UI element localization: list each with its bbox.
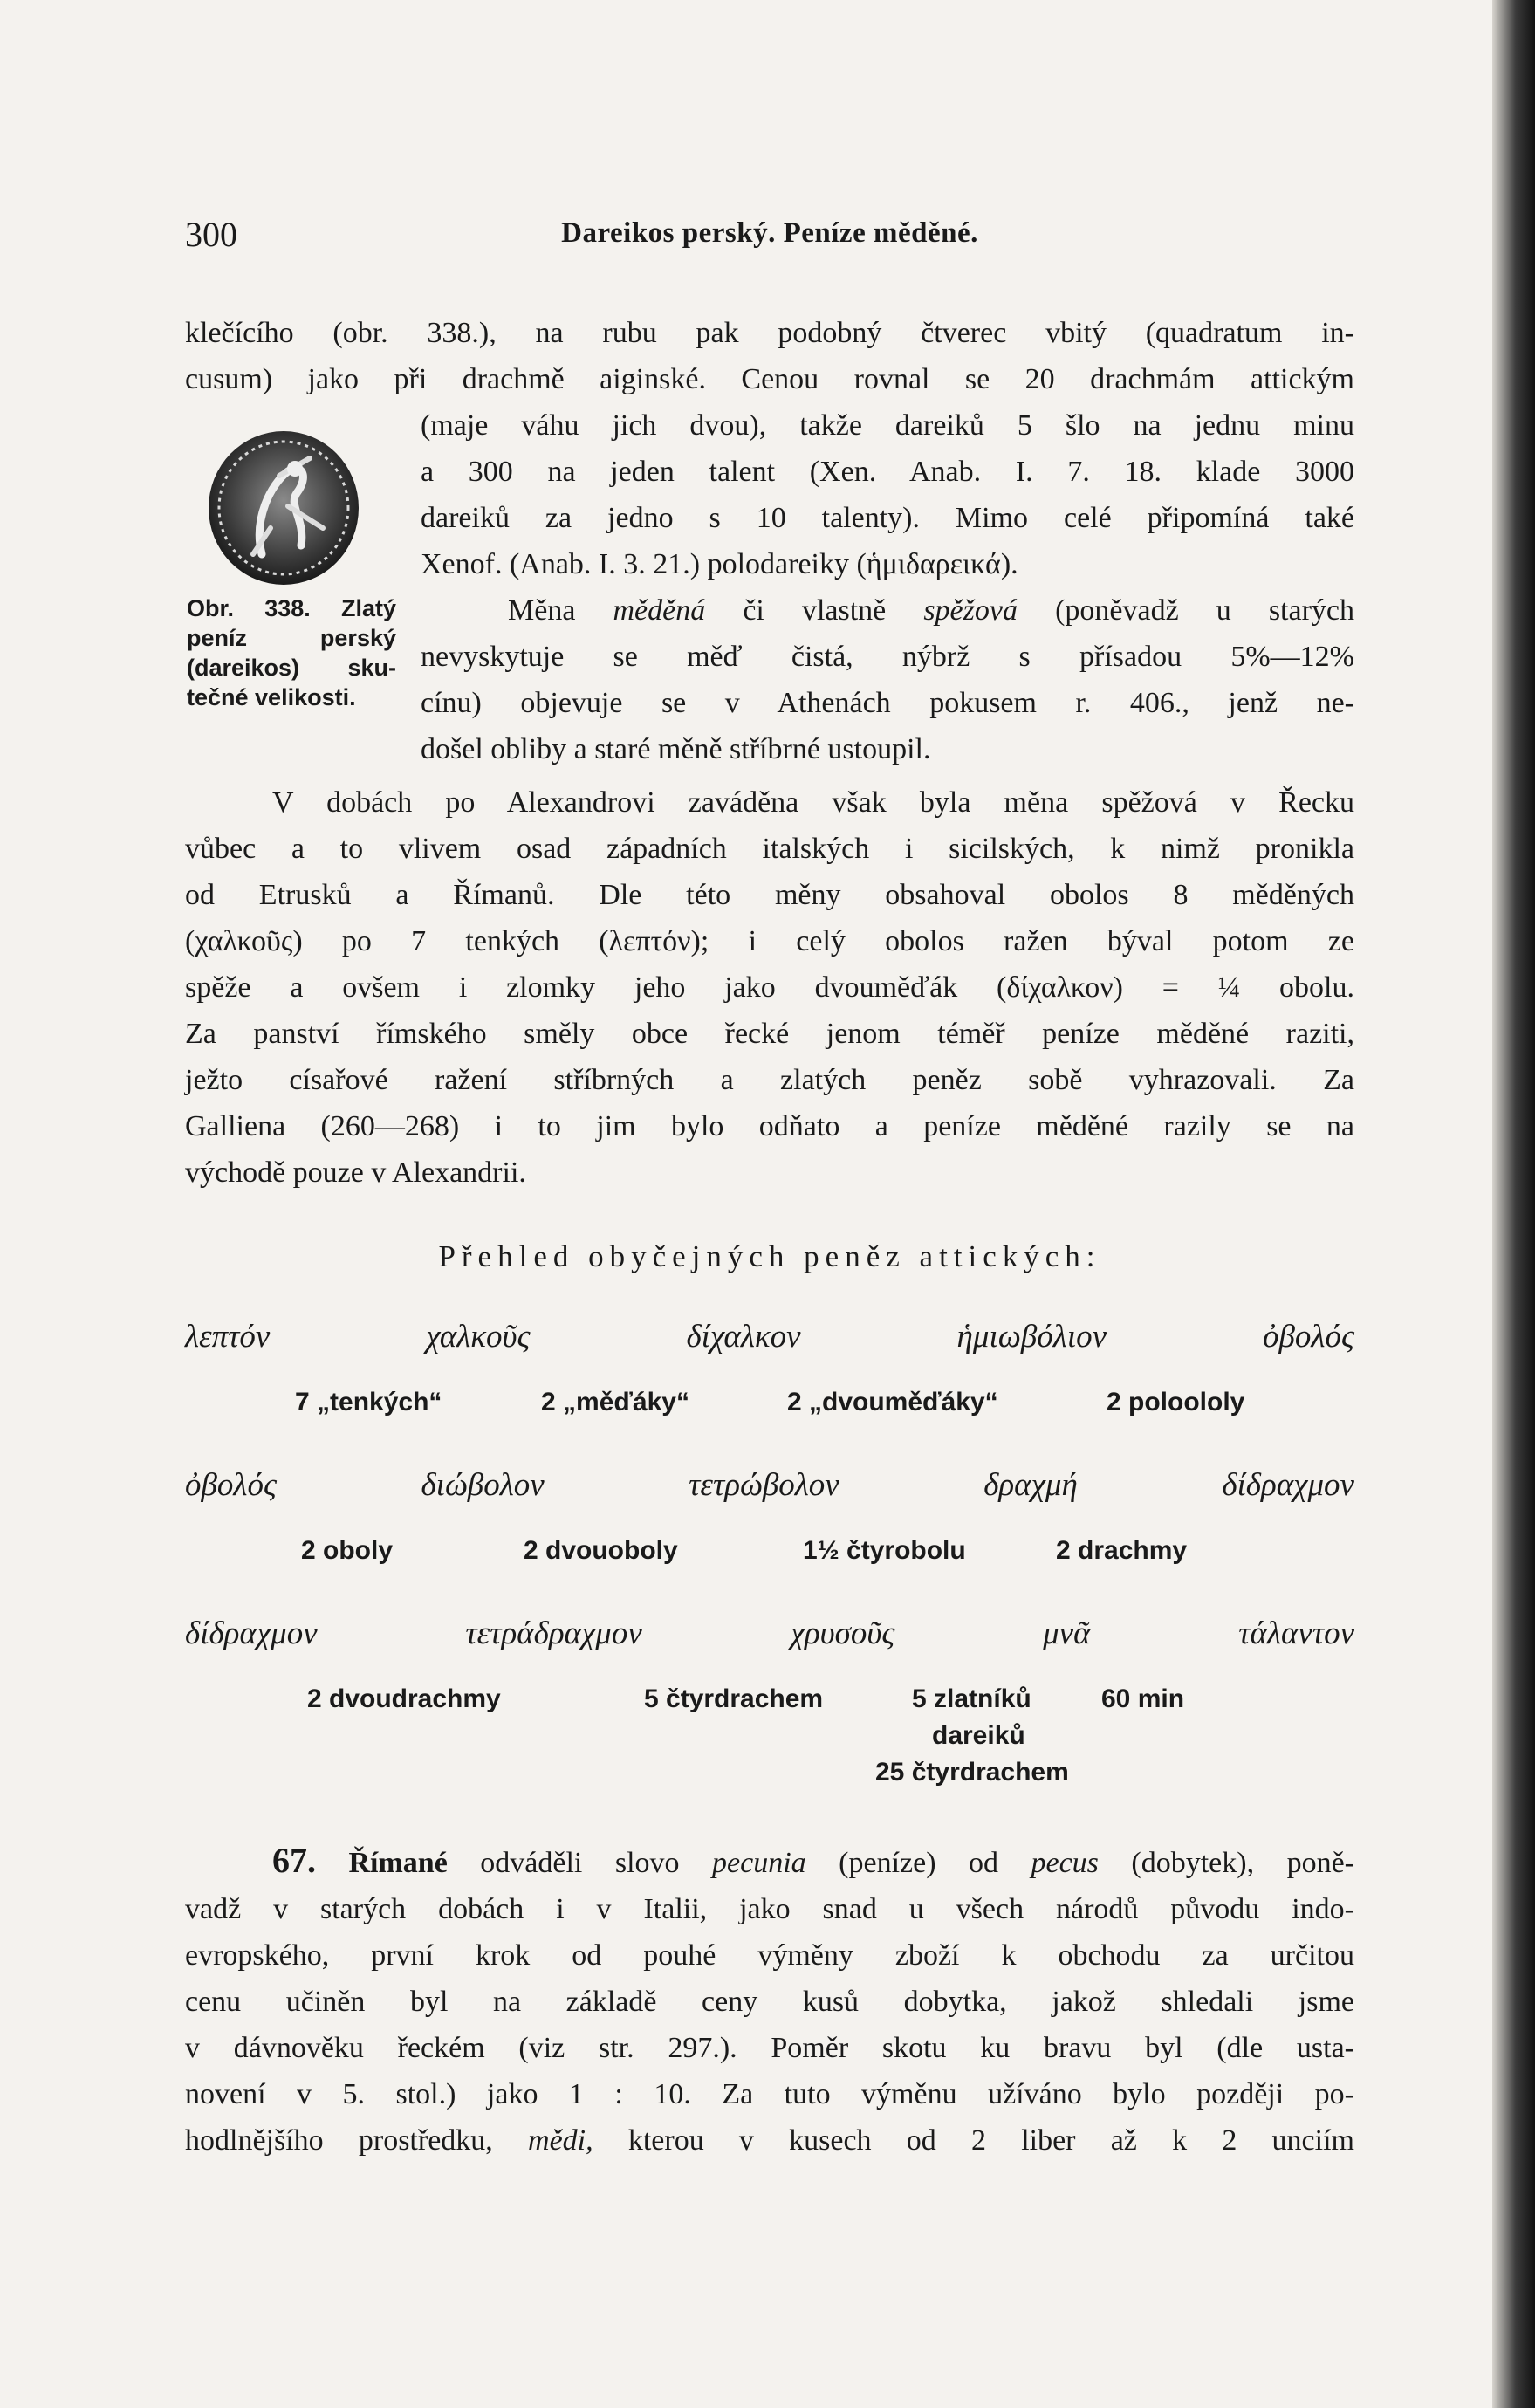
italic-term: spěžová [923, 594, 1018, 627]
italic-term: mědi, [528, 2124, 593, 2157]
equivalence: 5 čtyrdrachem [644, 1684, 824, 1713]
coin-row-1-greek [185, 1318, 1354, 1355]
italic-term: měděná [613, 594, 706, 627]
text-line: dareiků za jedno s 10 talenty). Mimo celé připomíná také [421, 502, 1354, 534]
equivalence: 2 dvouoboly [524, 1536, 678, 1565]
greek-term: μνᾶ [1043, 1616, 1091, 1651]
equivalence: 60 min [1101, 1684, 1185, 1713]
text-line: (maje váhu jich dvou), takže dareiků 5 šlo na jednu minu [421, 409, 1354, 442]
equivalence: 2 oboly [301, 1536, 394, 1565]
text-line: a 300 na jeden talent (Xen. Anab. I. 7. 18. klade 3000 [421, 456, 1354, 488]
text-line: evropského, první krok od pouhé výměny zboží k obchodu za určitou [185, 1939, 1354, 1972]
greek-term: ὀβολός [185, 1467, 277, 1503]
paragraph-3 [185, 779, 1354, 1196]
caption-line: (dareikos) sku- [187, 655, 396, 681]
page-number: 300 [185, 215, 237, 254]
table-title: Přehled obyčejných peněz attických: [438, 1239, 1101, 1273]
text-line: klečícího (obr. 338.), na rubu pak podobný čtverec vbitý (quadratum in- [185, 317, 1354, 349]
text-line: (χαλκοῦς) po 7 tenkých (λεπτόν); i celý obolos ražen býval potom ze [185, 925, 1354, 957]
text-line: došel obliby a staré měně stříbrné ustoupil. [421, 733, 931, 765]
equivalence: 2 „dvouměďáky“ [787, 1388, 998, 1417]
greek-term: χαλκοῦς [426, 1319, 531, 1355]
equivalence: 2 dvoudrachmy [307, 1684, 501, 1713]
greek-term: ἡμιωβόλιον [956, 1319, 1107, 1355]
text-line: Za panství římského směly obce řecké jenom téměř peníze měděné raziti, [185, 1018, 1354, 1050]
greek-term: λεπτόν [185, 1319, 271, 1355]
caption-line: Obr. 338. Zlatý [187, 595, 396, 621]
text-line: cínu) objevuje se v Athenách pokusem r. 406., jenž ne- [421, 687, 1354, 719]
text-line: Měna měděná či vlastně spěžová (poněvadž u starých [508, 594, 1354, 627]
page-edge-shadow [1492, 0, 1535, 2408]
equivalence: 1½ čtyrobolu [803, 1536, 966, 1565]
text-line: 67. Římané odváděli slovo pecunia (peníze) od pecus (dobytek), poně- [272, 1841, 1354, 1880]
text-line: Xenof. (Anab. I. 3. 21.) polodareiky (ἡμιδαρεικά). [421, 548, 1018, 580]
greek-term: τάλαντον [1238, 1616, 1354, 1651]
equivalence: 25 čtyrdrachem [875, 1758, 1069, 1787]
page-header [185, 214, 1354, 266]
caption-line: tečné velikosti. [187, 684, 356, 710]
text-line: nevyskytuje se měď čistá, nýbrž s přísadou 5%—12% [421, 641, 1354, 673]
text-line: cusum) jako při drachmě aiginské. Cenou rovnal se 20 drachmám attickým [185, 363, 1354, 395]
equivalence: dareiků [932, 1721, 1025, 1750]
section-lead: Římané [348, 1847, 448, 1879]
text-line: hodlnějšího prostředku, mědi, kterou v kusech od 2 liber až k 2 unciím [185, 2124, 1354, 2157]
running-title: Dareikos perský. Peníze měděné. [561, 217, 978, 249]
text-line: novení v 5. stol.) jako 1 : 10. Za tuto výměnu užíváno bylo později po- [185, 2078, 1354, 2110]
text-line: od Etrusků a Římanů. Dle této měny obsahoval obolos 8 měděných [185, 879, 1354, 911]
equivalence: 2 „měďáky“ [541, 1388, 689, 1417]
greek-term: διώβολον [421, 1467, 545, 1503]
text-line: Galliena (260—268) i to jim bylo odňato a peníze měděné razily se na [185, 1110, 1354, 1142]
text-line: ježto císařové ražení stříbrných a zlatých peněz sobě vyhrazovali. Za [185, 1064, 1354, 1096]
coin-row-3-greek [185, 1615, 1354, 1652]
paragraph-2-wrapped [421, 587, 1354, 772]
section-67 [185, 1837, 1354, 2164]
greek-term: δίδραχμον [185, 1616, 318, 1651]
equivalence: 5 zlatníků [912, 1684, 1031, 1713]
greek-term: δίχαλκον [686, 1319, 801, 1355]
greek-term: δίδραχμον [1222, 1467, 1354, 1503]
text-line: vadž v starých dobách i v Italii, jako snad u všech národů původu indo- [185, 1893, 1354, 1925]
text-line: cenu učiněn byl na základě ceny kusů dobytka, jakož shledali jsme [185, 1986, 1354, 2018]
italic-term: pecunia [712, 1847, 806, 1879]
section-number: 67. [272, 1841, 316, 1880]
equivalence: 7 „tenkých“ [295, 1388, 442, 1417]
figure-caption [187, 593, 396, 712]
greek-term: τετράδραχμον [465, 1616, 642, 1651]
dareikos-coin-image [201, 423, 367, 589]
text-line: východě pouze v Alexandrii. [185, 1156, 526, 1189]
text-line: vůbec a to vlivem osad západních italských i sicilských, k nimž pronikla [185, 833, 1354, 865]
equivalence: 2 drachmy [1056, 1536, 1188, 1565]
caption-line: peníz perský [187, 625, 396, 651]
equivalence: 2 poloololy [1107, 1388, 1245, 1417]
coin-row-2-greek [185, 1466, 1354, 1504]
text-line: v dávnověku řeckém (viz str. 297.). Poměr skotu ku bravu byl (dle usta- [185, 2032, 1354, 2064]
paragraph-1-wrapped [421, 402, 1354, 587]
italic-term: pecus [1031, 1847, 1099, 1879]
paragraph-1-top [185, 310, 1354, 402]
greek-term: τετρώβολον [689, 1467, 839, 1503]
greek-term: δραχμή [983, 1467, 1078, 1503]
text-line: V dobách po Alexandrovi zaváděna však byla měna spěžová v Řecku [272, 786, 1354, 819]
text-line: spěže a ovšem i zlomky jeho jako dvouměďák (δίχαλκον) = ¼ obolu. [185, 971, 1354, 1004]
greek-term: χρυσοῦς [790, 1616, 895, 1651]
greek-term: ὀβολός [1263, 1319, 1354, 1355]
